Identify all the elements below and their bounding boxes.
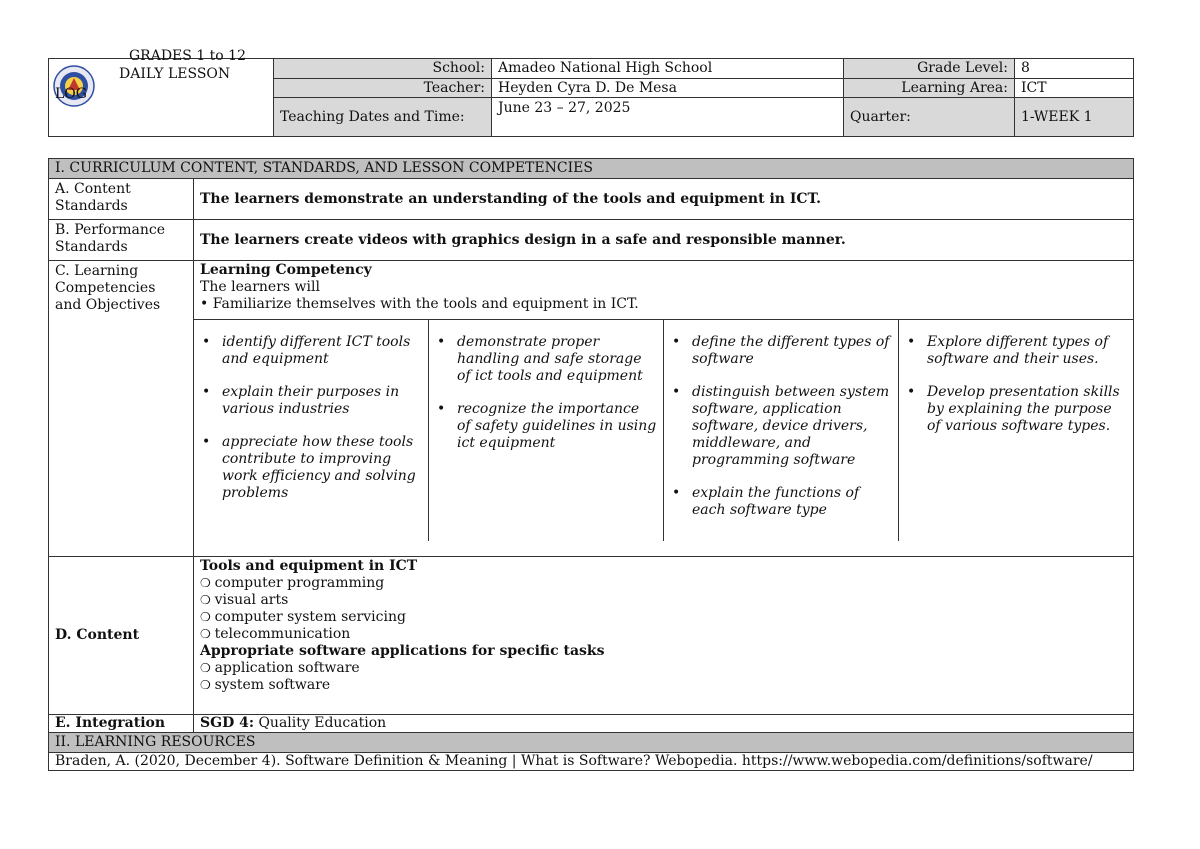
competencies-label-text: C. Learning Competencies and Objectives: [55, 263, 161, 313]
integration-label: E. Integration: [49, 715, 194, 733]
competencies-label: [49, 261, 194, 557]
objective-item: • distinguish between system software, application software, device drivers, middleware, and programming software: [692, 384, 892, 469]
integration-sdg: SGD 4:: [200, 715, 254, 731]
performance-standards-label: B. Performance Standards: [49, 220, 194, 261]
objectives-column: [429, 320, 664, 541]
learning-competency-heading: Learning Competency: [200, 262, 372, 278]
content-cell: [194, 557, 1134, 715]
content-standards-text: The learners demonstrate an understanding of the tools and equipment in ICT.: [194, 179, 1134, 220]
section-curriculum-heading: I. CURRICULUM CONTENT, STANDARDS, AND LESSON COMPETENCIES: [49, 159, 1134, 179]
objective-item: • explain their purposes in various industries: [222, 384, 422, 418]
learning-area-value: ICT: [1015, 79, 1134, 98]
logo-cell: [49, 48, 274, 137]
school-value: Amadeo National High School: [492, 59, 844, 79]
learning-area-label: Learning Area:: [844, 79, 1015, 98]
content-list-item: ❍ system software: [200, 677, 1127, 694]
content-standards-label: A. Content Standards: [49, 179, 194, 220]
content-label: D. Content: [49, 557, 194, 715]
integration-cell: [194, 715, 1134, 733]
content-list-item: ❍ computer system servicing: [200, 609, 1127, 626]
objectives-list: [200, 334, 422, 502]
performance-standards-text: The learners create videos with graphics design in a safe and responsible manner.: [194, 220, 1134, 261]
grade-level-value: 8: [1015, 59, 1134, 79]
integration-text: Quality Education: [254, 715, 387, 731]
objectives-list: [670, 334, 892, 519]
content-list-software: [200, 660, 1127, 694]
grade-level-label: Grade Level:: [844, 59, 1015, 79]
objectives-list: [435, 334, 657, 452]
objective-item: • appreciate how these tools contribute to improving work efficiency and solving problems: [222, 434, 422, 502]
objective-item: • explain the functions of each software type: [692, 485, 892, 519]
content-list-item: ❍ application software: [200, 660, 1127, 677]
teacher-value: Heyden Cyra D. De Mesa: [492, 79, 844, 98]
content-list-item: ❍ visual arts: [200, 592, 1127, 609]
objective-item: • Develop presentation skills by explaining the purpose of various software types.: [927, 384, 1127, 435]
objective-item: • define the different types of software: [692, 334, 892, 368]
objectives-column: [664, 320, 899, 541]
dll-title-line2: DAILY LESSON: [119, 66, 231, 82]
objectives-columns: [194, 320, 1133, 541]
resource-reference: Braden, A. (2020, December 4). Software Definition & Meaning | What is Software? Webopedia. https://www.webopedia.com/definitions/software/: [49, 753, 1134, 771]
teacher-label: Teacher:: [274, 79, 492, 98]
dll-title-line3: LOG: [55, 86, 87, 102]
objectives-cell: [194, 320, 1134, 557]
dll-title-line1: GRADES 1 to 12: [129, 48, 246, 64]
learning-competency-item: • Familiarize themselves with the tools and equipment in ICT.: [200, 296, 639, 312]
objective-item: • Explore different types of software and their uses.: [927, 334, 1127, 368]
objectives-column: [899, 320, 1133, 541]
learning-competency-intro: The learners will: [200, 279, 320, 295]
objective-item: • identify different ICT tools and equipment: [222, 334, 422, 368]
section-resources-heading: II. LEARNING RESOURCES: [49, 733, 1134, 753]
teaching-dates-value: June 23 – 27, 2025: [492, 98, 844, 137]
learning-competency-cell: [194, 261, 1134, 320]
objectives-column: [194, 320, 429, 541]
quarter-label: Quarter:: [844, 98, 1015, 137]
content-list-tools: [200, 575, 1127, 643]
content-list-item: ❍ computer programming: [200, 575, 1127, 592]
teaching-dates-label: Teaching Dates and Time:: [274, 98, 492, 137]
content-list-item: ❍ telecommunication: [200, 626, 1127, 643]
lesson-table: [48, 158, 1134, 771]
objective-item: • demonstrate proper handling and safe storage of ict tools and equipment: [457, 334, 657, 385]
content-heading-software: Appropriate software applications for specific tasks: [200, 643, 605, 659]
header-table: [48, 48, 1134, 137]
content-heading-tools: Tools and equipment in ICT: [200, 558, 418, 574]
quarter-value: 1-WEEK 1: [1015, 98, 1134, 137]
school-label: School:: [274, 59, 492, 79]
objective-item: • recognize the importance of safety guidelines in using ict equipment: [457, 401, 657, 452]
objectives-list: [905, 334, 1127, 435]
